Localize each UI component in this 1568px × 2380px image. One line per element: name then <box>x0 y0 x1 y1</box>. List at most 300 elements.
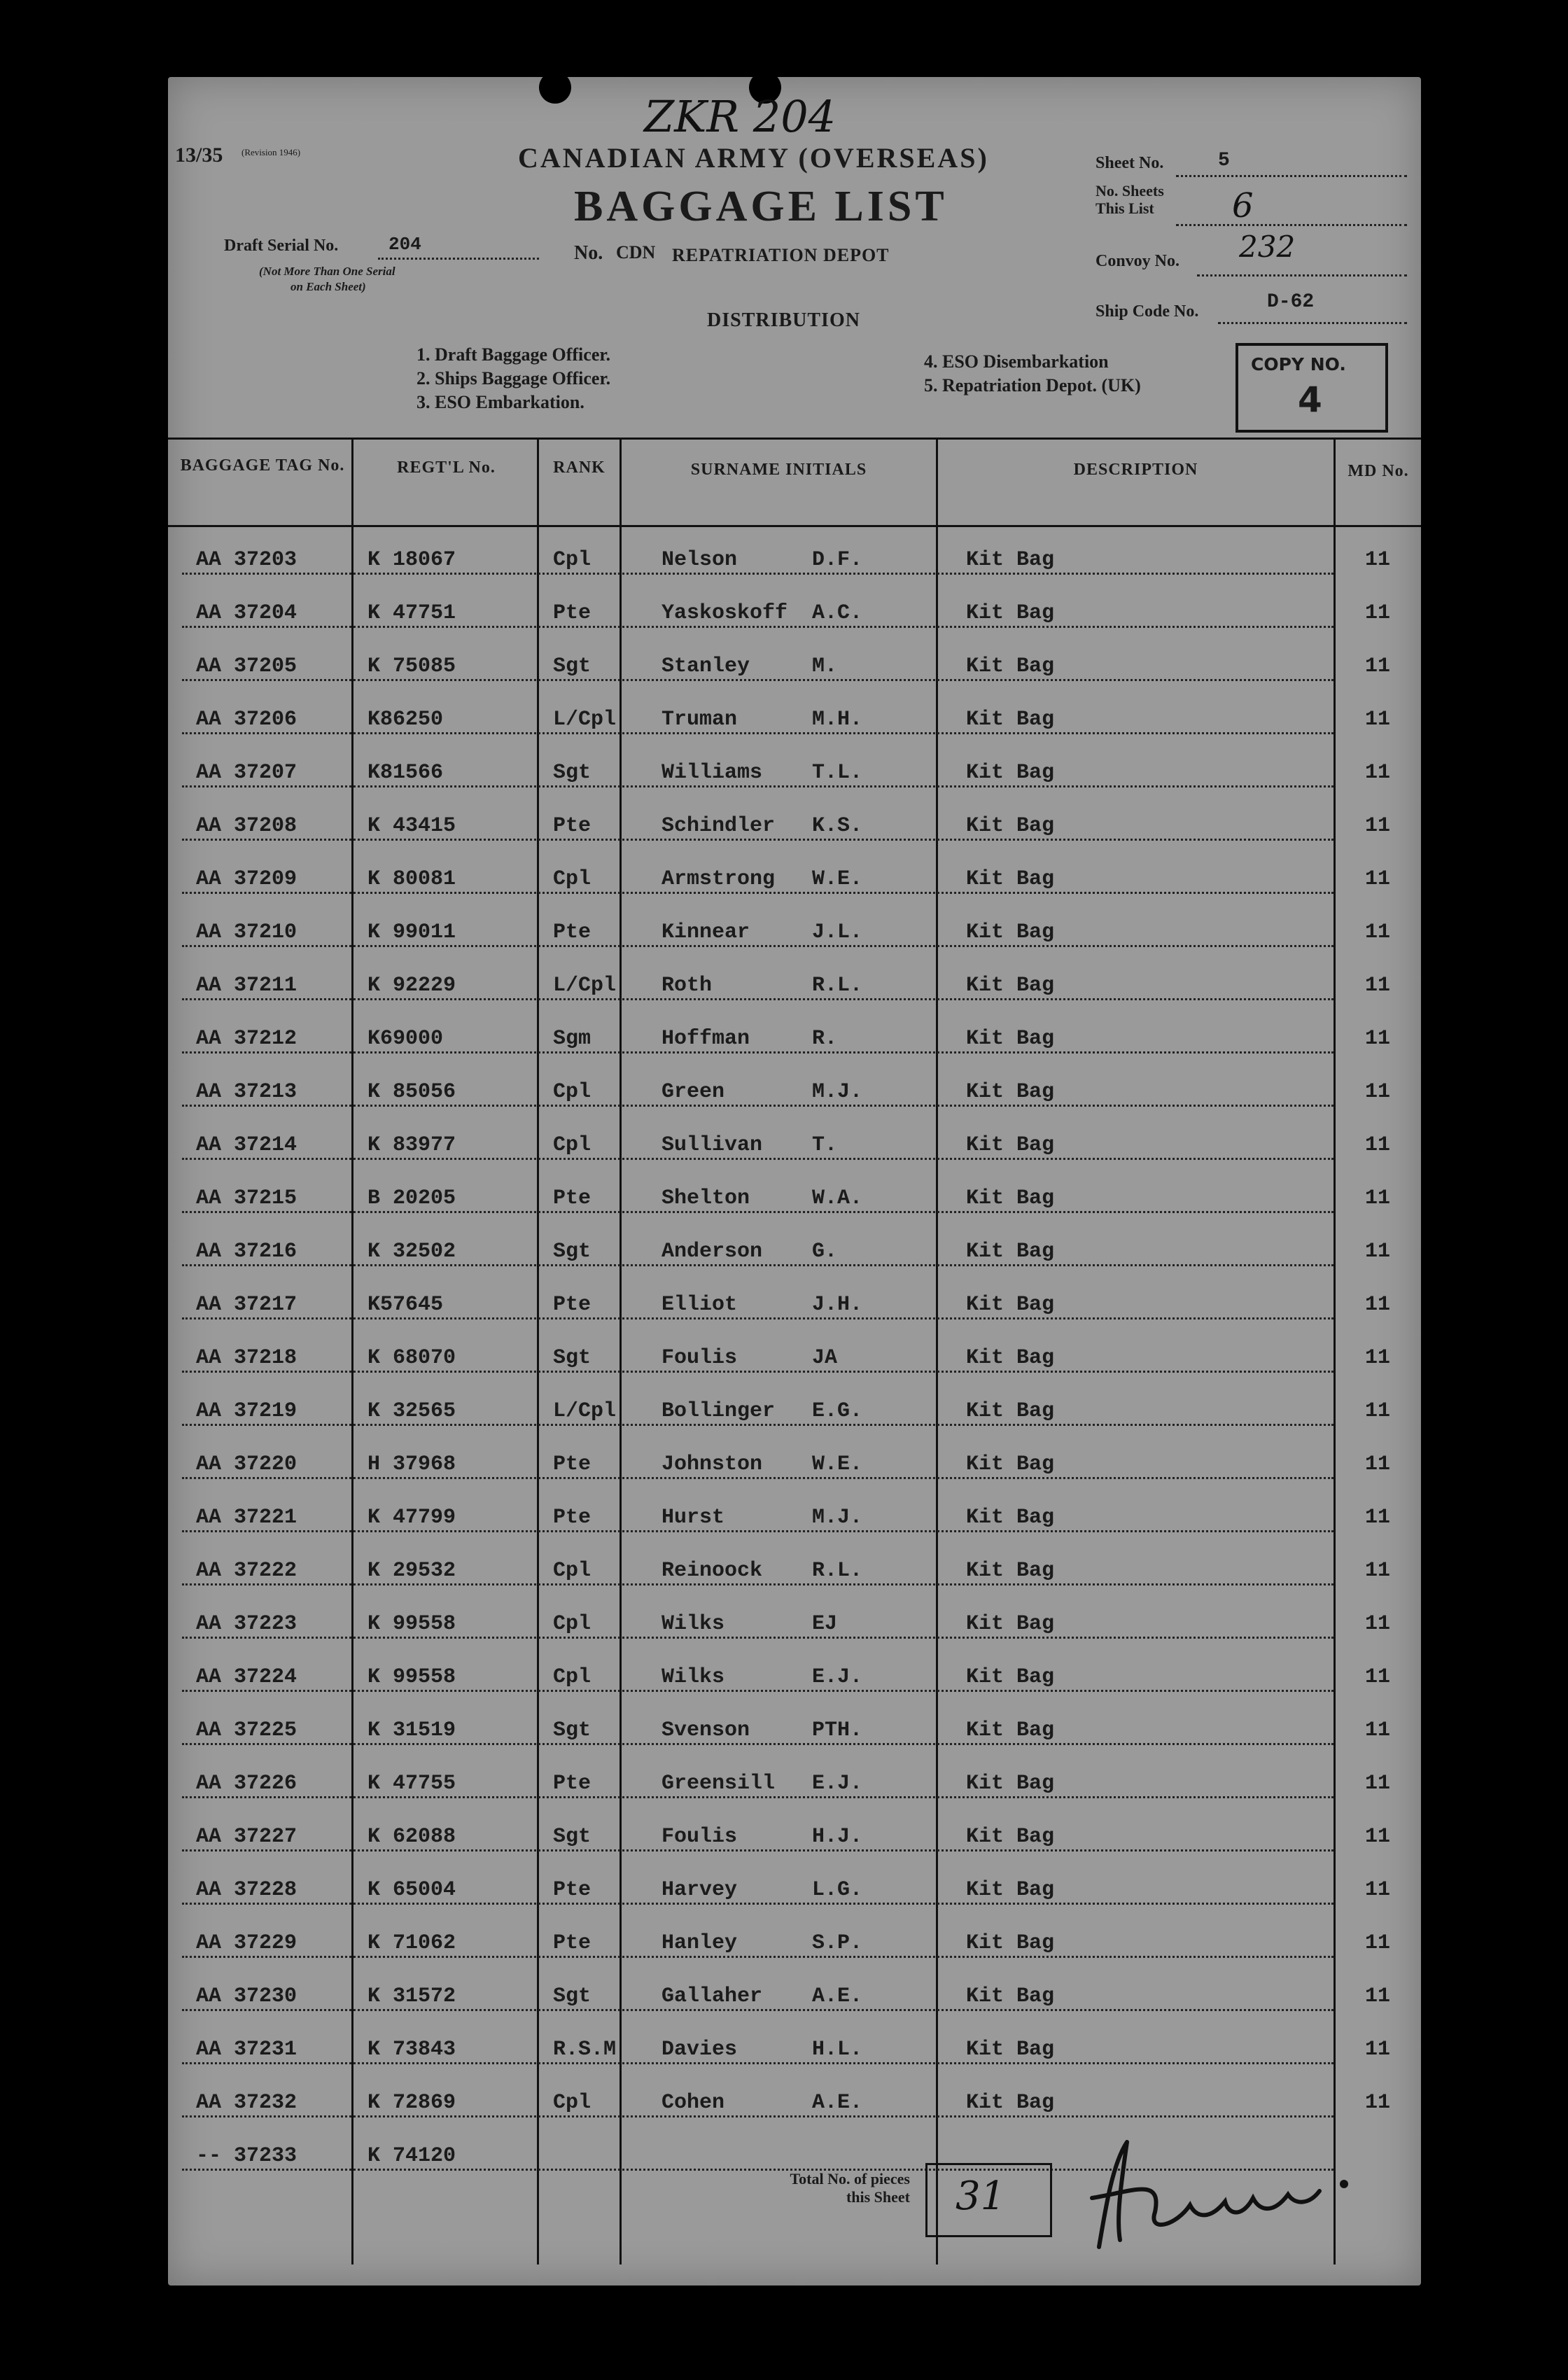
cell-initials: M.J. <box>812 1080 863 1104</box>
cell-md: 11 <box>1365 1293 1391 1317</box>
baggage-list-sheet <box>168 77 1421 2286</box>
cell-name: Cohen <box>662 2091 725 2115</box>
cell-tag: AA 37207 <box>196 761 298 785</box>
cell-rank: Sgt <box>553 1984 592 2008</box>
ship-code-line <box>1218 322 1407 324</box>
cell-desc: Kit Bag <box>966 867 1055 891</box>
depot-label: No. <box>574 242 603 264</box>
column-header-regtl: REGT'L No. <box>397 458 496 477</box>
cell-rank: L/Cpl <box>553 1399 617 1423</box>
cell-tag: AA 37215 <box>196 1186 298 1210</box>
table-top-rule <box>168 438 1421 440</box>
cell-md: 11 <box>1365 1559 1391 1583</box>
cell-regtl: K 18067 <box>368 548 456 572</box>
cell-rank: Cpl <box>553 2091 592 2115</box>
convoy-line <box>1197 274 1407 276</box>
row-guide-line <box>182 1530 1334 1532</box>
cell-name: Truman <box>662 708 738 732</box>
cell-tag: AA 37217 <box>196 1293 298 1317</box>
cell-regtl: K 73843 <box>368 2038 456 2062</box>
cell-initials: M.J. <box>812 1506 863 1530</box>
table-header-rule <box>168 525 1421 527</box>
cell-md: 11 <box>1365 1931 1391 1955</box>
cell-regtl: K 31572 <box>368 1984 456 2008</box>
handwritten-draft-ref: ZKR 204 <box>644 91 836 142</box>
table-row <box>168 1124 1421 1166</box>
total-pieces-label-line: this Sheet <box>846 2188 910 2206</box>
cell-initials: H.L. <box>812 2038 863 2062</box>
cell-regtl: K 32565 <box>368 1399 456 1423</box>
ship-code-value: D-62 <box>1267 291 1315 313</box>
column-header-tag: BAGGAGE TAG No. <box>180 456 345 475</box>
cell-name: Foulis <box>662 1825 738 1849</box>
cell-tag: AA 37223 <box>196 1612 298 1636</box>
cell-regtl: K 80081 <box>368 867 456 891</box>
cell-initials: E.J. <box>812 1665 863 1689</box>
cell-name: Sullivan <box>662 1133 763 1157</box>
cell-tag: AA 37218 <box>196 1346 298 1370</box>
cell-regtl: K 47799 <box>368 1506 456 1530</box>
cell-name: Williams <box>662 761 763 785</box>
cell-rank: Sgt <box>553 1718 592 1742</box>
cell-md: 11 <box>1365 1240 1391 1264</box>
cell-tag: AA 37208 <box>196 814 298 838</box>
distribution-list-left <box>416 343 610 414</box>
cell-md: 11 <box>1365 1399 1391 1423</box>
cell-initials: E.J. <box>812 1772 863 1795</box>
cell-name: Schindler <box>662 814 776 838</box>
cell-desc: Kit Bag <box>966 1240 1055 1264</box>
ship-code-label: Ship Code No. <box>1096 302 1199 321</box>
cell-name: Greensill <box>662 1772 776 1795</box>
cell-desc: Kit Bag <box>966 1559 1055 1583</box>
cell-desc: Kit Bag <box>966 974 1055 997</box>
table-row <box>168 805 1421 847</box>
total-pieces-label <box>728 2170 910 2206</box>
cell-md: 11 <box>1365 867 1391 891</box>
row-guide-line <box>182 679 1334 681</box>
row-guide-line <box>182 1956 1334 1958</box>
cell-rank: Pte <box>553 1506 592 1530</box>
table-row <box>168 2082 1421 2124</box>
table-row <box>168 965 1421 1007</box>
cell-initials: W.A. <box>812 1186 863 1210</box>
cell-rank: Sgt <box>553 761 592 785</box>
cell-md: 11 <box>1365 761 1391 785</box>
cell-name: Johnston <box>662 1452 763 1476</box>
cell-rank: Cpl <box>553 1133 592 1157</box>
cell-regtl: K 43415 <box>368 814 456 838</box>
cell-md: 11 <box>1365 920 1391 944</box>
cell-name: Wilks <box>662 1665 725 1689</box>
cell-rank: Sgt <box>553 1240 592 1264</box>
table-row <box>168 1763 1421 1805</box>
cell-regtl: K81566 <box>368 761 444 785</box>
cell-initials: A.C. <box>812 601 863 625</box>
cell-regtl: K 92229 <box>368 974 456 997</box>
cell-name: Anderson <box>662 1240 763 1264</box>
cell-regtl: K 62088 <box>368 1825 456 1849</box>
cell-rank: Sgt <box>553 1825 592 1849</box>
cell-name: Yaskoskoff <box>662 601 788 625</box>
cell-rank: Sgm <box>553 1027 592 1051</box>
sheet-no-value: 5 <box>1218 150 1230 172</box>
cell-initials: M.H. <box>812 708 863 732</box>
cell-regtl: K 47751 <box>368 601 456 625</box>
cell-initials: R. <box>812 1027 838 1051</box>
cell-name: Stanley <box>662 654 750 678</box>
cell-tag: AA 37225 <box>196 1718 298 1742</box>
cell-tag: AA 37231 <box>196 2038 298 2062</box>
row-guide-line <box>182 1849 1334 1851</box>
row-guide-line <box>182 1051 1334 1054</box>
this-list-value: 6 <box>1232 186 1254 225</box>
depot-value: CDN <box>616 242 656 262</box>
cell-desc: Kit Bag <box>966 1665 1055 1689</box>
cell-initials: JA <box>812 1346 838 1370</box>
cell-name: Gallaher <box>662 1984 763 2008</box>
cell-md: 11 <box>1365 974 1391 997</box>
convoy-value: 232 <box>1239 230 1296 264</box>
cell-name: Foulis <box>662 1346 738 1370</box>
cell-desc: Kit Bag <box>966 761 1055 785</box>
column-header-rank: RANK <box>553 458 606 477</box>
cell-initials: K.S. <box>812 814 863 838</box>
cell-desc: Kit Bag <box>966 2038 1055 2062</box>
cell-regtl: K 99011 <box>368 920 456 944</box>
draft-serial-value: 204 <box>388 234 421 255</box>
cell-desc: Kit Bag <box>966 1506 1055 1530</box>
cell-desc: Kit Bag <box>966 1878 1055 1902</box>
cell-initials: H.J. <box>812 1825 863 1849</box>
cell-initials: M. <box>812 654 838 678</box>
row-guide-line <box>182 998 1334 1000</box>
table-row <box>168 1231 1421 1273</box>
cell-desc: Kit Bag <box>966 1186 1055 1210</box>
cell-md: 11 <box>1365 2091 1391 2115</box>
cell-regtl: K57645 <box>368 1293 444 1317</box>
distribution-item: 3. ESO Embarkation. <box>416 392 584 412</box>
row-guide-line <box>182 2062 1334 2064</box>
cell-desc: Kit Bag <box>966 1772 1055 1795</box>
cell-desc: Kit Bag <box>966 1452 1055 1476</box>
cell-rank: Pte <box>553 1931 592 1955</box>
table-row <box>168 911 1421 953</box>
punch-hole <box>539 71 571 104</box>
cell-initials: PTH. <box>812 1718 863 1742</box>
cell-initials: E.G. <box>812 1399 863 1423</box>
this-list-label: This List <box>1096 200 1154 217</box>
cell-initials: W.E. <box>812 867 863 891</box>
table-row <box>168 1018 1421 1060</box>
table-row <box>168 1816 1421 1858</box>
table-row <box>168 1071 1421 1113</box>
cell-rank: Pte <box>553 1452 592 1476</box>
cell-name: Hanley <box>662 1931 738 1955</box>
cell-rank: Pte <box>553 601 592 625</box>
cell-name: Bollinger <box>662 1399 776 1423</box>
cell-initials: A.E. <box>812 2091 863 2115</box>
cell-rank: Cpl <box>553 1665 592 1689</box>
cell-tag: AA 37204 <box>196 601 298 625</box>
cell-regtl: K 74120 <box>368 2144 456 2168</box>
cell-name: Armstrong <box>662 867 776 891</box>
cell-tag: AA 37230 <box>196 1984 298 2008</box>
table-row <box>168 1443 1421 1485</box>
table-row <box>168 2029 1421 2071</box>
cell-md: 11 <box>1365 1027 1391 1051</box>
cell-regtl: K 99558 <box>368 1612 456 1636</box>
table-row <box>168 592 1421 634</box>
cell-rank: Cpl <box>553 867 592 891</box>
column-header-surname: SURNAME INITIALS <box>690 461 867 479</box>
cell-desc: Kit Bag <box>966 601 1055 625</box>
cell-name: Reinoock <box>662 1559 763 1583</box>
cell-md: 11 <box>1365 654 1391 678</box>
draft-serial-note: (Not More Than One Serial <box>259 265 396 278</box>
cell-regtl: H 37968 <box>368 1452 456 1476</box>
cell-name: Kinnear <box>662 920 750 944</box>
cell-regtl: K 85056 <box>368 1080 456 1104</box>
table-row <box>168 1550 1421 1592</box>
cell-name: Svenson <box>662 1718 750 1742</box>
row-guide-line <box>182 1105 1334 1107</box>
cell-desc: Kit Bag <box>966 654 1055 678</box>
convoy-label: Convoy No. <box>1096 252 1180 270</box>
table-row <box>168 539 1421 581</box>
cell-regtl: B 20205 <box>368 1186 456 1210</box>
cell-initials: T.L. <box>812 761 863 785</box>
cell-desc: Kit Bag <box>966 1612 1055 1636</box>
cell-md: 11 <box>1365 1133 1391 1157</box>
cell-regtl: K 75085 <box>368 654 456 678</box>
cell-initials: G. <box>812 1240 838 1264</box>
row-guide-line <box>182 2115 1334 2118</box>
cell-md: 11 <box>1365 2038 1391 2062</box>
cell-initials: D.F. <box>812 548 863 572</box>
cell-desc: Kit Bag <box>966 1293 1055 1317</box>
cell-rank: Pte <box>553 1878 592 1902</box>
cell-desc: Kit Bag <box>966 708 1055 732</box>
cell-initials: L.G. <box>812 1878 863 1902</box>
cell-tag: AA 37210 <box>196 920 298 944</box>
cell-rank: Pte <box>553 814 592 838</box>
row-guide-line <box>182 1903 1334 1905</box>
cell-rank: L/Cpl <box>553 708 617 732</box>
table-row <box>168 699 1421 741</box>
cell-initials: R.L. <box>812 974 863 997</box>
cell-md: 11 <box>1365 1080 1391 1104</box>
cell-desc: Kit Bag <box>966 1080 1055 1104</box>
cell-initials: A.E. <box>812 1984 863 2008</box>
cell-regtl: K 71062 <box>368 1931 456 1955</box>
cell-tag: AA 37212 <box>196 1027 298 1051</box>
copy-value: 4 <box>1298 379 1322 420</box>
table-row <box>168 1177 1421 1219</box>
distribution-item: 5. Repatriation Depot. (UK) <box>924 375 1141 396</box>
row-guide-line <box>182 1743 1334 1745</box>
table-row <box>168 752 1421 794</box>
cell-tag: AA 37226 <box>196 1772 298 1795</box>
cell-name: Harvey <box>662 1878 738 1902</box>
cell-rank: Pte <box>553 1186 592 1210</box>
table-row <box>168 1869 1421 1911</box>
table-row <box>168 1922 1421 1964</box>
cell-desc: Kit Bag <box>966 1027 1055 1051</box>
cell-regtl: K 47755 <box>368 1772 456 1795</box>
cell-md: 11 <box>1365 814 1391 838</box>
cell-tag: AA 37229 <box>196 1931 298 1955</box>
distribution-list-right <box>924 350 1141 398</box>
cell-regtl: K 29532 <box>368 1559 456 1583</box>
row-guide-line <box>182 1690 1334 1692</box>
no-sheets-label: No. Sheets <box>1096 182 1164 200</box>
cell-md: 11 <box>1365 1612 1391 1636</box>
cell-tag: AA 37211 <box>196 974 298 997</box>
cell-regtl: K 65004 <box>368 1878 456 1902</box>
cell-initials: J.H. <box>812 1293 863 1317</box>
cell-initials: W.E. <box>812 1452 863 1476</box>
cell-initials: S.P. <box>812 1931 863 1955</box>
distribution-item: 1. Draft Baggage Officer. <box>416 344 611 365</box>
cell-md: 11 <box>1365 548 1391 572</box>
form-code-revision: (Revision 1946) <box>241 147 301 158</box>
cell-name: Green <box>662 1080 725 1104</box>
total-pieces-box <box>925 2163 1052 2237</box>
cell-rank: Pte <box>553 1293 592 1317</box>
cell-md: 11 <box>1365 1772 1391 1795</box>
distribution-title: DISTRIBUTION <box>707 309 860 331</box>
cell-name: Hurst <box>662 1506 725 1530</box>
cell-md: 11 <box>1365 1984 1391 2008</box>
cell-md: 11 <box>1365 1186 1391 1210</box>
draft-serial-label: Draft Serial No. <box>224 237 339 255</box>
this-list-line <box>1176 224 1407 226</box>
cell-desc: Kit Bag <box>966 1718 1055 1742</box>
cell-md: 11 <box>1365 1878 1391 1902</box>
cell-regtl: K 72869 <box>368 2091 456 2115</box>
table-row <box>168 1709 1421 1751</box>
cell-md: 11 <box>1365 1825 1391 1849</box>
table-row <box>168 1497 1421 1539</box>
sheet-no-label: Sheet No. <box>1096 154 1164 172</box>
cell-rank: Cpl <box>553 1080 592 1104</box>
cell-name: Roth <box>662 974 713 997</box>
row-guide-line <box>182 732 1334 734</box>
cell-regtl: K 83977 <box>368 1133 456 1157</box>
cell-rank: Sgt <box>553 654 592 678</box>
table-row <box>168 858 1421 900</box>
cell-md: 11 <box>1365 601 1391 625</box>
draft-serial-line <box>378 258 539 260</box>
cell-desc: Kit Bag <box>966 814 1055 838</box>
cell-name: Davies <box>662 2038 738 2062</box>
distribution-item: 2. Ships Baggage Officer. <box>416 368 611 388</box>
cell-md: 11 <box>1365 1665 1391 1689</box>
copy-number-box <box>1236 343 1388 433</box>
cell-regtl: K 99558 <box>368 1665 456 1689</box>
cell-tag: AA 37227 <box>196 1825 298 1849</box>
form-code: 13/35 <box>175 144 223 167</box>
cell-tag: AA 37224 <box>196 1665 298 1689</box>
cell-rank: Cpl <box>553 1559 592 1583</box>
cell-desc: Kit Bag <box>966 1133 1055 1157</box>
row-guide-line <box>182 573 1334 575</box>
cell-tag: AA 37220 <box>196 1452 298 1476</box>
cell-tag: AA 37209 <box>196 867 298 891</box>
cell-tag: AA 37203 <box>196 548 298 572</box>
row-guide-line <box>182 1317 1334 1320</box>
sheet-no-line <box>1176 175 1407 177</box>
cell-desc: Kit Bag <box>966 1931 1055 1955</box>
cell-initials: T. <box>812 1133 838 1157</box>
row-guide-line <box>182 945 1334 947</box>
cell-desc: Kit Bag <box>966 1399 1055 1423</box>
cell-desc: Kit Bag <box>966 2091 1055 2115</box>
table-row <box>168 645 1421 687</box>
cell-rank: R.S.M <box>553 2038 617 2062</box>
cell-name: Elliot <box>662 1293 738 1317</box>
cell-tag: AA 37222 <box>196 1559 298 1583</box>
cell-rank: Cpl <box>553 548 592 572</box>
page-title: BAGGAGE LIST <box>574 183 948 230</box>
total-pieces-value: 31 <box>955 2174 1006 2219</box>
cell-name: Wilks <box>662 1612 725 1636</box>
cell-desc: Kit Bag <box>966 920 1055 944</box>
cell-name: Hoffman <box>662 1027 750 1051</box>
row-guide-line <box>182 1211 1334 1213</box>
cell-md: 11 <box>1365 1506 1391 1530</box>
officer-signature <box>1078 2135 1372 2254</box>
cell-rank: Sgt <box>553 1346 592 1370</box>
cell-regtl: K 31519 <box>368 1718 456 1742</box>
cell-regtl: K 32502 <box>368 1240 456 1264</box>
table-row <box>168 1284 1421 1326</box>
cell-desc: Kit Bag <box>966 1984 1055 2008</box>
table-row <box>168 1603 1421 1645</box>
table-row <box>168 1656 1421 1698</box>
cell-tag: -- 37233 <box>196 2144 298 2168</box>
cell-md: 11 <box>1365 1452 1391 1476</box>
cell-tag: AA 37214 <box>196 1133 298 1157</box>
cell-rank: L/Cpl <box>553 974 617 997</box>
distribution-item: 4. ESO Disembarkation <box>924 351 1109 372</box>
cell-tag: AA 37221 <box>196 1506 298 1530</box>
cell-regtl: K 68070 <box>368 1346 456 1370</box>
cell-tag: AA 37228 <box>196 1878 298 1902</box>
cell-initials: R.L. <box>812 1559 863 1583</box>
total-pieces-label-line: Total No. of pieces <box>790 2170 910 2188</box>
cell-tag: AA 37213 <box>196 1080 298 1104</box>
cell-rank: Cpl <box>553 1612 592 1636</box>
table-row <box>168 1337 1421 1379</box>
cell-name: Shelton <box>662 1186 750 1210</box>
cell-tag: AA 37206 <box>196 708 298 732</box>
depot-text: REPATRIATION DEPOT <box>672 245 890 265</box>
army-heading: CANADIAN ARMY (OVERSEAS) <box>518 142 989 174</box>
table-row <box>168 1390 1421 1432</box>
row-guide-line <box>182 1637 1334 1639</box>
cell-desc: Kit Bag <box>966 548 1055 572</box>
cell-name: Nelson <box>662 548 738 572</box>
cell-md: 11 <box>1365 1346 1391 1370</box>
copy-label: COPY NO. <box>1251 354 1346 374</box>
draft-serial-note: on Each Sheet) <box>290 280 366 293</box>
cell-desc: Kit Bag <box>966 1346 1055 1370</box>
cell-tag: AA 37216 <box>196 1240 298 1264</box>
cell-regtl: K86250 <box>368 708 444 732</box>
row-guide-line <box>182 1371 1334 1373</box>
